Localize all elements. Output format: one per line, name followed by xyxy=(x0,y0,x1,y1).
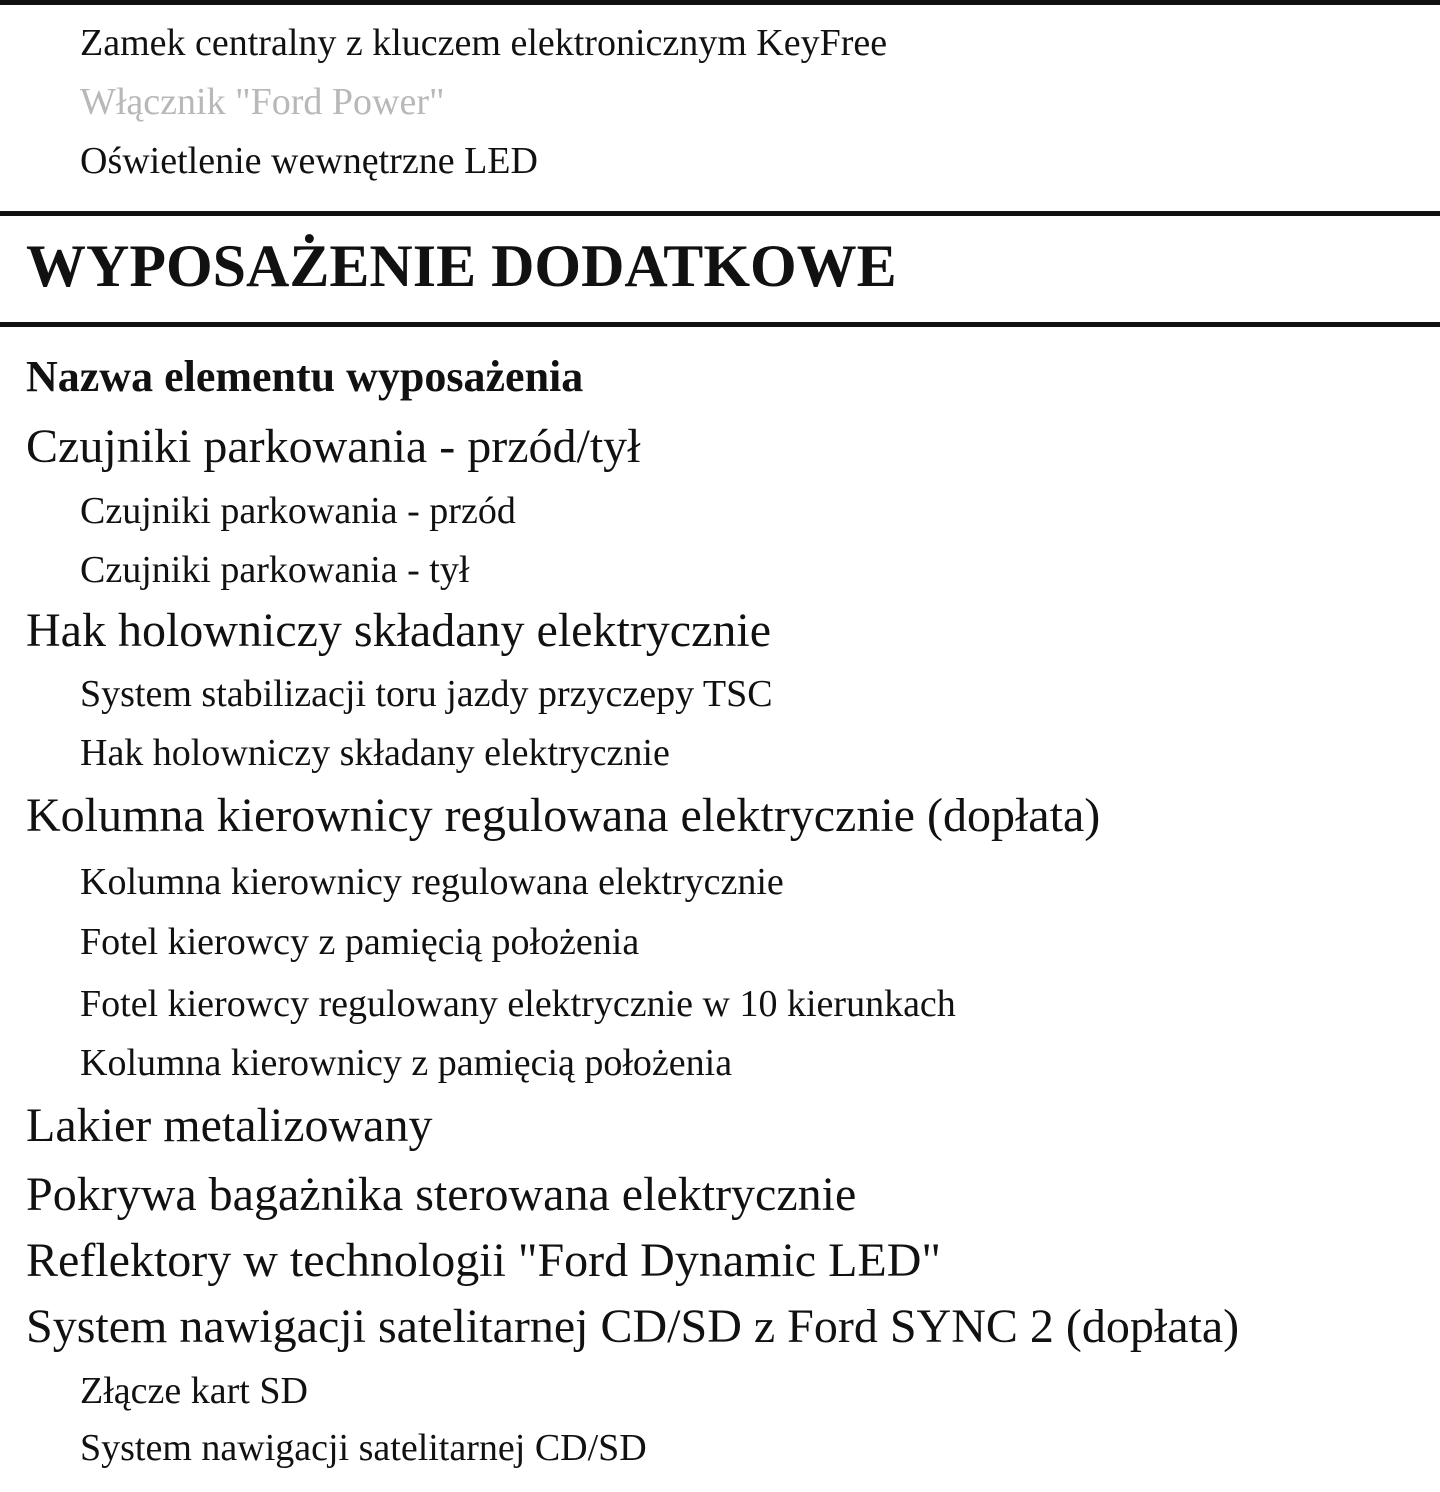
section-title: WYPOSAŻENIE DODATKOWE xyxy=(26,233,897,299)
section-divider-top xyxy=(0,211,1440,216)
equipment-group: Czujniki parkowania - przód/tył xyxy=(26,420,641,473)
equipment-subitem: System nawigacji satelitarnej CD/SD xyxy=(80,1427,647,1469)
equipment-group: Reflektory w technologii "Ford Dynamic LED" xyxy=(26,1234,941,1287)
equipment-group: Kolumna kierownicy regulowana elektrycznie (dopłata) xyxy=(26,789,1101,842)
equipment-subitem: Zamek centralny z kluczem elektronicznym KeyFree xyxy=(80,22,888,64)
equipment-subitem: Czujniki parkowania - przód xyxy=(80,490,516,532)
equipment-subitem: System stabilizacji toru jazdy przyczepy TSC xyxy=(80,673,773,715)
equipment-subitem: Oświetlenie wewnętrzne LED xyxy=(80,140,538,182)
section-divider-bottom xyxy=(0,322,1440,327)
column-header: Nazwa elementu wyposażenia xyxy=(26,352,584,401)
equipment-subitem: Złącze kart SD xyxy=(80,1370,308,1412)
equipment-subitem: Kolumna kierownicy z pamięcią położenia xyxy=(80,1042,733,1084)
top-rule xyxy=(0,0,1440,5)
equipment-subitem: Hak holowniczy składany elektrycznie xyxy=(80,732,670,774)
equipment-group: Lakier metalizowany xyxy=(26,1099,433,1152)
equipment-subitem: Czujniki parkowania - tył xyxy=(80,549,470,591)
equipment-subitem-disabled: Włącznik "Ford Power" xyxy=(80,81,445,123)
equipment-subitem: Fotel kierowcy z pamięcią położenia xyxy=(80,921,640,963)
equipment-subitem: Fotel kierowcy regulowany elektrycznie w 10 kierunkach xyxy=(80,983,956,1025)
equipment-subitem: Kolumna kierownicy regulowana elektrycznie xyxy=(80,861,784,903)
equipment-group: Pokrywa bagażnika sterowana elektrycznie xyxy=(26,1168,857,1221)
equipment-group: System nawigacji satelitarnej CD/SD z Ford SYNC 2 (dopłata) xyxy=(26,1300,1240,1353)
equipment-group: Hak holowniczy składany elektrycznie xyxy=(26,604,772,657)
